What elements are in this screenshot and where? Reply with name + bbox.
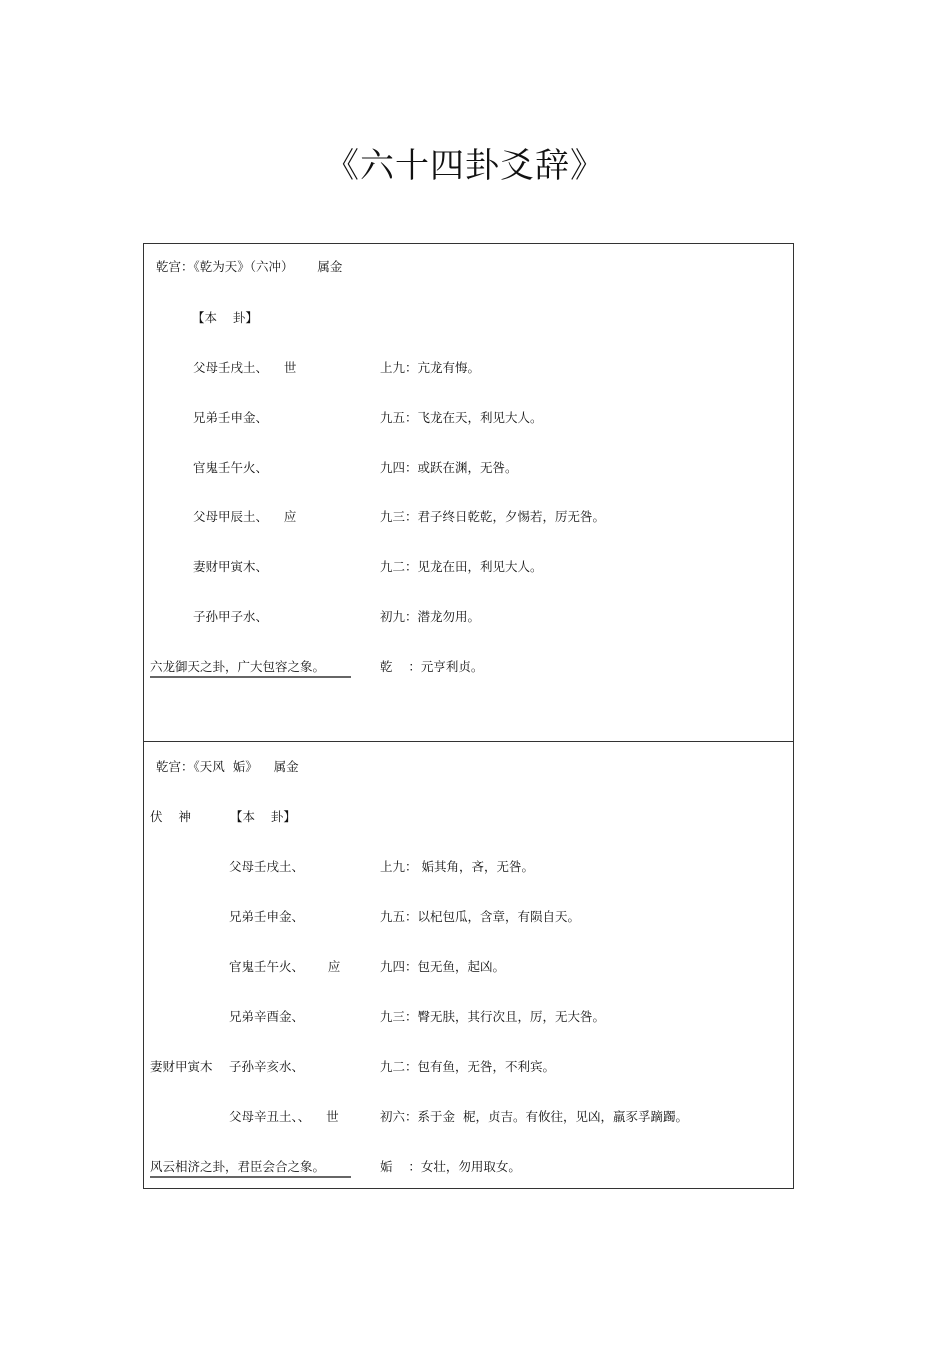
hex2-line-2-right: 九五：以杞包瓜，含章，有陨自天。	[380, 909, 581, 924]
hex2-line-5-right: 九二：包有鱼，无咎，不利宾。	[380, 1059, 556, 1074]
hex1-judgement: 乾 ：元亨利贞。	[380, 659, 484, 674]
hex1-summary: 六龙御天之卦，广大包容之象。	[150, 659, 351, 678]
hex1-line-3-right: 九四：或跃在渊，无咎。	[380, 460, 518, 475]
hex1-line-6-left: 子孙甲子水、	[193, 609, 269, 624]
hex2-fushen-label: 伏 神	[150, 809, 191, 824]
hex1-line-5-right: 九二：见龙在田，利见大人。	[380, 559, 543, 574]
page-title: 《六十四卦爻辞》	[325, 146, 605, 186]
hex2-line-6-left: 父母辛丑土、、 世	[229, 1109, 339, 1124]
hex1-line-6-right: 初九：潜龙勿用。	[380, 609, 481, 624]
hex2-line-5-left: 子孙辛亥水、	[229, 1059, 305, 1074]
hex1-line-5-left: 妻财甲寅木、	[193, 559, 269, 574]
hex2-judgement: 姤 ：女壮，勿用取女。	[380, 1159, 521, 1174]
hex2-line-1-right: 上九： 姤其角，吝，无咎。	[380, 859, 534, 874]
hex1-line-2-left: 兄弟壬申金、	[193, 410, 269, 425]
hex2-line-2-left: 兄弟壬申金、	[229, 909, 305, 924]
hex2-line-3-right: 九四：包无鱼，起凶。	[380, 959, 506, 974]
hex2-header: 乾宫：《天风 姤》 属金	[156, 759, 299, 774]
hex1-line-4-left: 父母甲辰土、 应	[193, 509, 297, 524]
hex2-line-4-left: 兄弟辛酉金、	[229, 1009, 305, 1024]
hex2-summary: 风云相济之卦，君臣会合之象。	[150, 1159, 351, 1178]
hex2-line-6-right: 初六：系于金 柅，贞吉。有攸往，见凶，羸豕孚蹢躅。	[380, 1109, 688, 1124]
hex2-fushen-value: 妻财甲寅木	[150, 1059, 213, 1074]
hex1-line-4-right: 九三：君子终日乾乾，夕惕若，厉无咎。	[380, 509, 606, 524]
hex2-section-label: 【本 卦】	[230, 809, 296, 824]
hex2-line-3-left: 官鬼壬午火、 应	[229, 959, 341, 974]
hex2-line-1-left: 父母壬戌土、	[229, 859, 305, 874]
hex1-section-label: 【本 卦】	[192, 310, 258, 325]
hex1-line-1-left: 父母壬戌土、 世	[193, 360, 297, 375]
hex2-line-4-right: 九三：臀无肤，其行次且，厉，无大咎。	[380, 1009, 606, 1024]
hex1-line-1-right: 上九：亢龙有悔。	[380, 360, 481, 375]
hex1-header: 乾宫：《乾为天》（六冲） 属金	[156, 259, 343, 274]
hex1-line-3-left: 官鬼壬午火、	[193, 460, 269, 475]
hex1-line-2-right: 九五：飞龙在天，利见大人。	[380, 410, 543, 425]
